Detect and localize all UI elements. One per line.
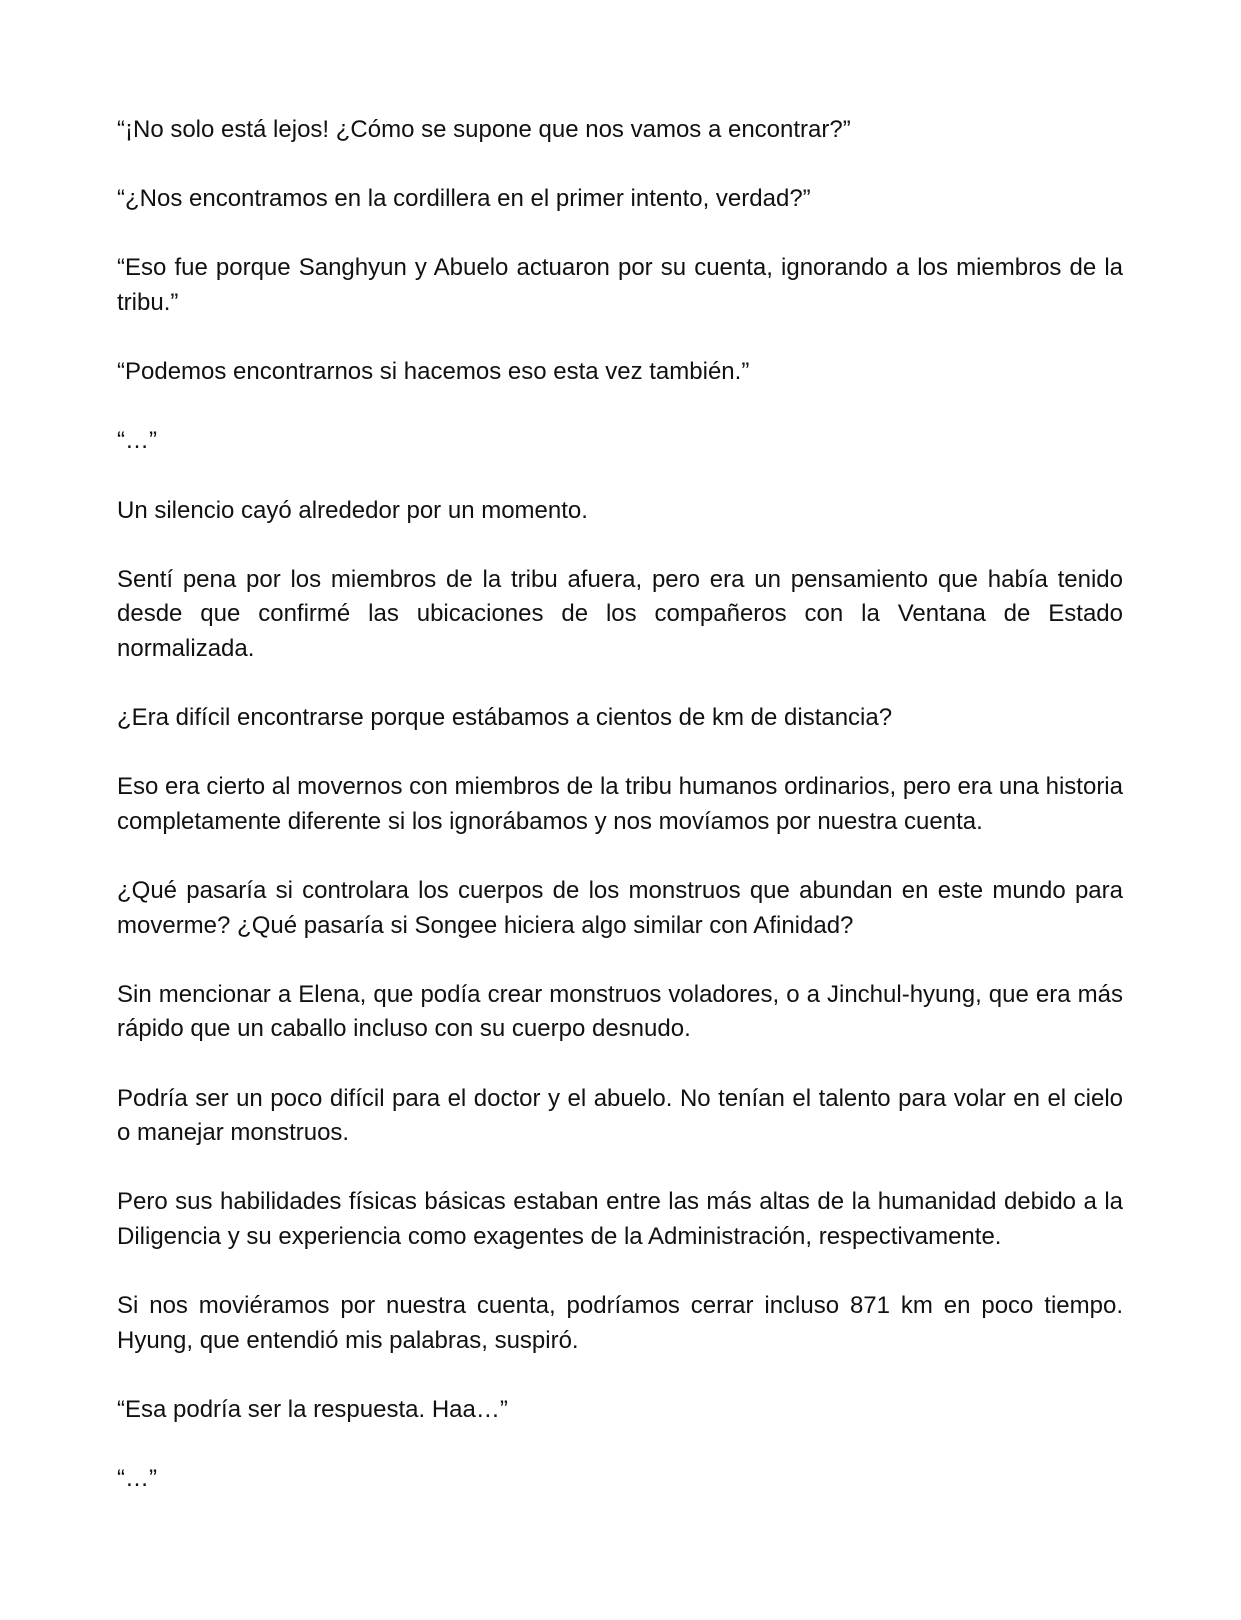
paragraph: Si nos moviéramos por nuestra cuenta, podríamos cerrar incluso 871 km en poco tiempo. Hyung, que entendió mis palabras, suspiró. bbox=[117, 1292, 1123, 1354]
paragraph: “¿Nos encontramos en la cordillera en el primer intento, verdad?” bbox=[117, 185, 811, 213]
document-body bbox=[117, 113, 1123, 1531]
paragraph: “Podemos encontrarnos si hacemos eso esta vez también.” bbox=[117, 358, 750, 386]
paragraph: “¡No solo está lejos! ¿Cómo se supone que nos vamos a encontrar?” bbox=[117, 116, 851, 143]
paragraph: Sentí pena por los miembros de la tribu afuera, pero era un pensamiento que había tenido desde que confirmé las ubicaciones de los compañeros con la Ventana de Estado normalizada. bbox=[117, 565, 1123, 662]
paragraph: “…” bbox=[117, 1465, 157, 1493]
paragraph: Sin mencionar a Elena, que podía crear monstruos voladores, o a Jinchul-hyung, que era más rápido que un caballo incluso con su cuerpo desnudo. bbox=[117, 980, 1123, 1043]
paragraph: “Esa podría ser la respuesta. Haa…” bbox=[117, 1395, 508, 1423]
paragraph: Eso era cierto al movernos con miembros de la tribu humanos ordinarios, pero era una historia completamente diferente si los ignorábamos y nos movíamos por nuestra cuenta. bbox=[117, 773, 1123, 835]
paragraph: Podría ser un poco difícil para el doctor y el abuelo. No tenían el talento para volar en el cielo o manejar monstruos. bbox=[117, 1084, 1123, 1147]
paragraph: “Eso fue porque Sanghyun y Abuelo actuaron por su cuenta, ignorando a los miembros de la tribu.” bbox=[117, 254, 1123, 316]
paragraph: ¿Era difícil encontrarse porque estábamos a cientos de km de distancia? bbox=[117, 704, 893, 732]
paragraph: “…” bbox=[117, 427, 157, 455]
paragraph: Pero sus habilidades físicas básicas estaban entre las más altas de la humanidad debido a la Diligencia y su experiencia como exagentes de la Administración, respectivamente. bbox=[117, 1188, 1123, 1250]
paragraph: ¿Qué pasaría si controlara los cuerpos de los monstruos que abundan en este mundo para moverme? ¿Qué pasaría si Songee hiciera algo similar con Afinidad? bbox=[117, 877, 1123, 939]
paragraph: Un silencio cayó alrededor por un momento. bbox=[117, 496, 588, 524]
